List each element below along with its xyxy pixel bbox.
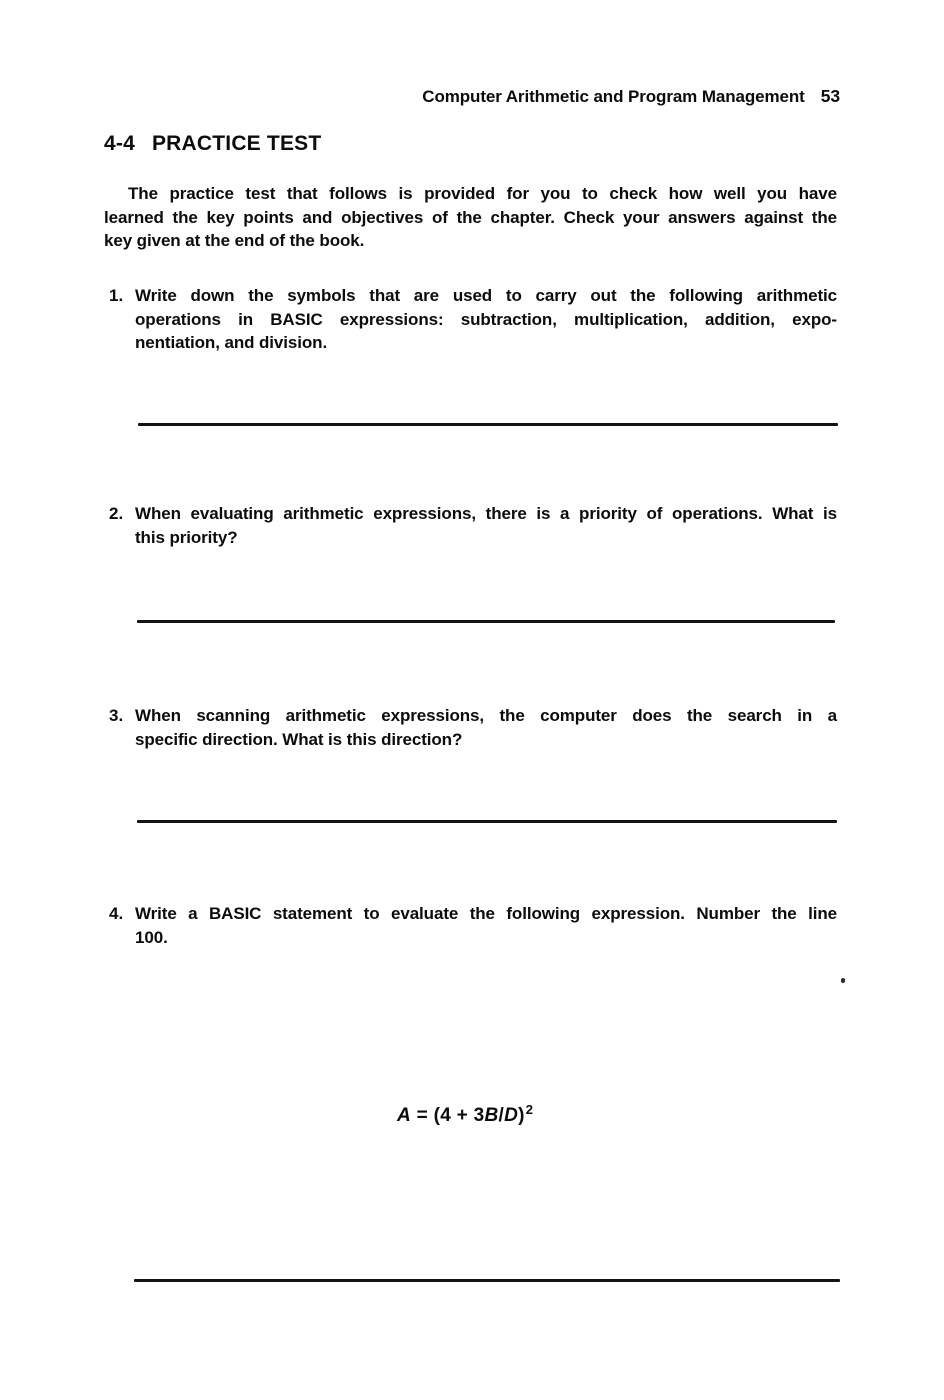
question-1-number: 1. xyxy=(109,286,124,305)
question-3 xyxy=(109,704,837,751)
question-2 xyxy=(109,502,837,549)
text-line: 100. xyxy=(135,927,168,947)
question-4-number: 4. xyxy=(109,904,124,923)
formula-variable: B xyxy=(484,1105,499,1126)
text-line: When scanning arithmetic expressions, the computer does the search in a xyxy=(135,706,837,725)
formula-variable: A xyxy=(397,1105,412,1126)
section-heading xyxy=(104,132,321,156)
scan-speck xyxy=(841,978,845,983)
text-line: When evaluating arithmetic expressions, there is a priority of operations. What is xyxy=(135,504,837,523)
text-line: The practice test that follows is provided for you to check how well you have xyxy=(128,184,837,203)
formula xyxy=(397,1102,533,1127)
formula-text: / xyxy=(498,1105,505,1126)
question-3-number: 3. xyxy=(109,706,124,725)
formula-text: ) xyxy=(518,1105,525,1126)
question-4-text xyxy=(135,902,837,949)
formula-text: = (4 + 3 xyxy=(411,1105,485,1126)
question-1 xyxy=(109,284,837,355)
page-number: 53 xyxy=(820,86,840,106)
answer-line-3 xyxy=(137,820,837,823)
text-line: this priority? xyxy=(135,527,238,547)
running-header xyxy=(422,86,840,107)
intro-paragraph xyxy=(104,182,837,253)
question-2-number: 2. xyxy=(109,504,124,523)
question-3-text xyxy=(135,704,837,751)
text-line: operations in BASIC expressions: subtraction, multiplication, addition, expo- xyxy=(135,309,837,329)
text-line: learned the key points and objectives of the chapter. Check your answers against the xyxy=(104,207,837,227)
text-line: specific direction. What is this direction? xyxy=(135,729,463,749)
formula-exponent: 2 xyxy=(525,1102,534,1117)
text-line: nentiation, and division. xyxy=(135,333,328,352)
question-2-text xyxy=(135,502,837,549)
formula-variable: D xyxy=(504,1105,519,1126)
question-1-text xyxy=(135,284,837,355)
answer-line-4 xyxy=(134,1279,840,1282)
text-line: Write down the symbols that are used to carry out the following arithmetic xyxy=(135,286,837,305)
question-4 xyxy=(109,902,837,949)
section-number: 4-4 xyxy=(104,132,135,155)
text-line: Write a BASIC statement to evaluate the following expression. Number the line xyxy=(135,904,837,923)
section-title: PRACTICE TEST xyxy=(151,132,322,155)
answer-line-2 xyxy=(137,620,835,623)
text-line: key given at the end of the book. xyxy=(104,231,365,250)
answer-line-1 xyxy=(138,423,838,426)
running-header-title: Computer Arithmetic and Program Management xyxy=(422,87,805,106)
